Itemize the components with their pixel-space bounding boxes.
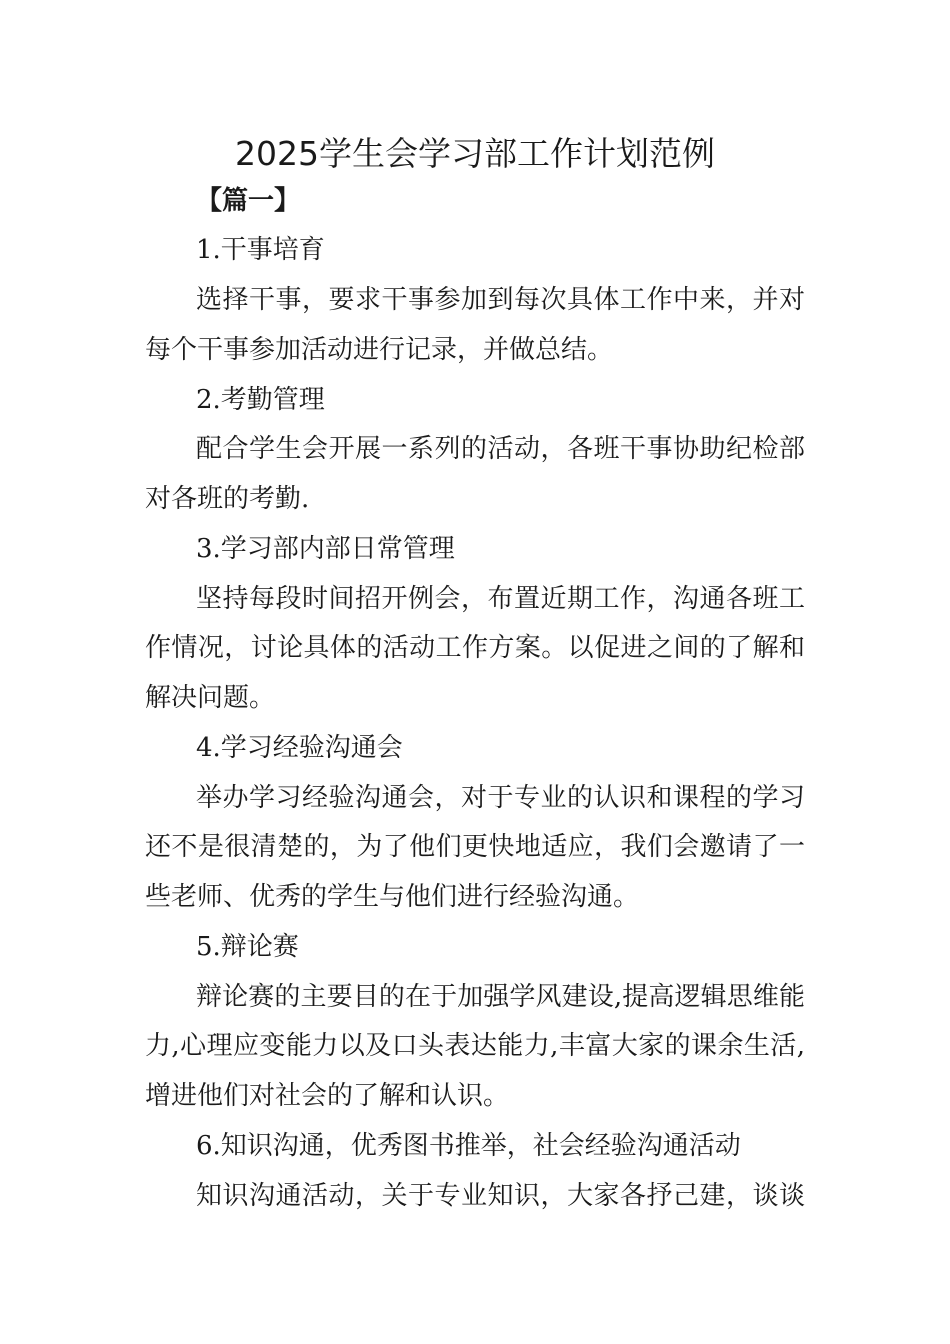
item-heading: 1.干事培育 xyxy=(196,235,325,265)
paragraph-line: 每个干事参加活动进行记录，并做总结。 xyxy=(145,335,614,365)
paragraph-line: 选择干事，要求干事参加到每次具体工作中来，并对 xyxy=(196,285,805,315)
section-label: 【篇一】 xyxy=(196,186,301,216)
paragraph-line: 配合学生会开展一系列的活动，各班干事协助纪检部 xyxy=(196,434,805,464)
item-heading: 4.学习经验沟通会 xyxy=(196,733,403,763)
paragraph-line: 坚持每段时间招开例会，布置近期工作，沟通各班工 xyxy=(196,584,805,614)
item-heading: 2.考勤管理 xyxy=(196,385,325,415)
paragraph-line: 增进他们对社会的了解和认识。 xyxy=(145,1081,510,1111)
item-heading: 5.辩论赛 xyxy=(196,932,299,962)
paragraph-line: 对各班的考勤. xyxy=(145,484,310,514)
paragraph-line: 知识沟通活动，关于专业知识，大家各抒己建，谈谈 xyxy=(196,1181,805,1211)
paragraph-line: 解决问题。 xyxy=(145,683,276,713)
paragraph-line: 力,心理应变能力以及口头表达能力,丰富大家的课余生活, xyxy=(145,1031,805,1061)
paragraph-line: 辩论赛的主要目的在于加强学风建设,提高逻辑思维能 xyxy=(196,982,805,1012)
paragraph-line: 还不是很清楚的，为了他们更快地适应，我们会邀请了一 xyxy=(145,832,805,862)
document-title: 2025学生会学习部工作计划范例 xyxy=(235,134,715,173)
item-heading: 6.知识沟通，优秀图书推举，社会经验沟通活动 xyxy=(196,1131,741,1161)
paragraph-line: 作情况，讨论具体的活动工作方案。以促进之间的了解和 xyxy=(145,633,805,663)
paragraph-line: 举办学习经验沟通会，对于专业的认识和课程的学习 xyxy=(196,783,805,813)
paragraph-line: 些老师、优秀的学生与他们进行经验沟通。 xyxy=(145,882,640,912)
item-heading: 3.学习部内部日常管理 xyxy=(196,534,455,564)
